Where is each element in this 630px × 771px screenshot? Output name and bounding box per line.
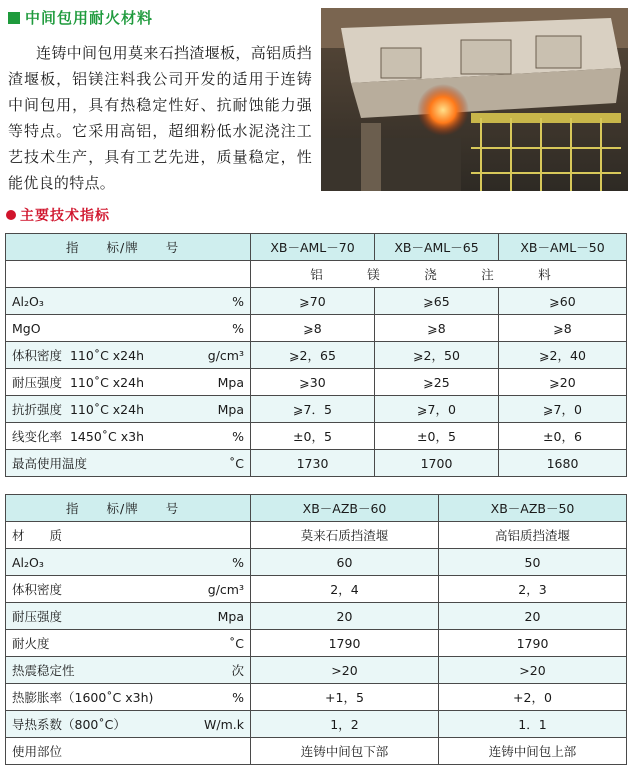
slag-dam-table [5,494,627,765]
column-header: XB－AZB－60 [251,495,439,522]
value-cell: ⩾2，50 [375,342,499,369]
value-cell: ±0，5 [251,423,375,450]
value-cell: 连铸中间包上部 [439,738,627,765]
table-row [6,522,627,549]
value-cell: ±0，6 [499,423,627,450]
value-cell: >20 [439,657,627,684]
table-row [6,423,627,450]
intro-paragraph: 连铸中间包用莫来石挡渣堰板，高铝质挡渣堰板，铝镁注料我公司开发的适用于连铸中间包用，具有热稳定性好、抗耐蚀能力强等特点。它采用高铝，超细粉低水泥浇注工艺技术生产，具有工艺先进，质量稳定，性能优良的特点。 [8,44,312,192]
property-unit: 次 [231,663,244,678]
property-name: 材 质 [12,528,63,543]
property-name: 最高使用温度 [12,456,88,471]
value-cell: 连铸中间包下部 [251,738,439,765]
subsection-title: 主要技术指标 [20,208,110,224]
property-unit: Mpa [217,374,244,390]
table-row [6,549,627,576]
value-cell: ⩾7．5 [251,396,375,423]
value-cell: 1790 [251,630,439,657]
property-name: Al₂O₃ [12,293,44,309]
value-cell: 1700 [375,450,499,477]
test-condition: 110˚C x24h [69,375,145,390]
column-header: XB－AML－50 [499,234,627,261]
table-row [6,315,627,342]
table-row [6,288,627,315]
value-cell: ⩾8 [499,315,627,342]
property-unit: ˚C [229,455,244,471]
table-header-row [6,234,627,261]
property-name: MgO [12,320,41,336]
property-unit: ˚C [229,635,244,651]
material-name: 铝 镁 浇 注 料 [251,261,627,288]
blank-cell [6,261,251,288]
value-cell: 1，2 [251,711,439,738]
property-name: 热膨胀率（1600˚C x3h) [12,690,154,705]
property-unit: % [232,320,244,336]
column-header: XB－AZB－50 [439,495,627,522]
value-cell: +2，0 [439,684,627,711]
property-name: 抗折强度 [12,402,63,417]
property-unit: W/m.k [204,716,244,732]
table-row [6,603,627,630]
property-name: 热震稳定性 [12,663,75,678]
value-cell: +1，5 [251,684,439,711]
value-cell: 1790 [439,630,627,657]
property-name: 耐压强度 [12,609,63,624]
value-cell: ⩾7，0 [499,396,627,423]
value-cell: ⩾8 [251,315,375,342]
value-cell: ±0，5 [375,423,499,450]
tundish-photo [321,8,628,191]
value-cell: ⩾8 [375,315,499,342]
table-row [6,450,627,477]
value-cell: 50 [439,549,627,576]
value-cell: ⩾70 [251,288,375,315]
column-header: XB－AML－70 [251,234,375,261]
header-label: 指 标/牌 号 [6,234,251,261]
property-unit: g/cm³ [207,347,244,363]
table-row [6,738,627,765]
table-row [6,711,627,738]
property-unit: % [232,428,244,444]
property-name: 导热系数（800˚C） [12,717,126,732]
value-cell: ⩾2，65 [251,342,375,369]
subsection-heading [6,205,110,225]
value-cell: ⩾2，40 [499,342,627,369]
property-unit: % [232,293,244,309]
section-title [8,7,153,28]
green-square-icon [8,12,20,24]
table-row [6,657,627,684]
table-row [6,630,627,657]
value-cell: >20 [251,657,439,684]
property-name: 耐火度 [12,636,50,651]
property-unit: Mpa [217,401,244,417]
value-cell: ⩾65 [375,288,499,315]
table-row [6,342,627,369]
table-row [6,396,627,423]
aluminum-magnesium-castable-table [5,233,627,477]
table-row [6,369,627,396]
value-cell: 20 [439,603,627,630]
property-unit: % [232,554,244,570]
value-cell: 莫来石质挡渣堰 [251,522,439,549]
value-cell: ⩾30 [251,369,375,396]
red-dot-icon [6,210,16,220]
value-cell: 高铝质挡渣堰 [439,522,627,549]
value-cell: ⩾20 [499,369,627,396]
table-row [6,684,627,711]
value-cell: 1680 [499,450,627,477]
value-cell: ⩾60 [499,288,627,315]
property-name: 使用部位 [12,744,63,759]
property-name: 体积密度 [12,582,63,597]
table-header-row [6,495,627,522]
value-cell: 60 [251,549,439,576]
value-cell: 2，4 [251,576,439,603]
material-row [6,261,627,288]
property-name: Al₂O₃ [12,554,44,570]
property-unit: % [232,689,244,705]
property-unit: Mpa [217,608,244,624]
property-name: 体积密度 [12,348,63,363]
value-cell: ⩾7，0 [375,396,499,423]
value-cell: 1．1 [439,711,627,738]
value-cell: ⩾25 [375,369,499,396]
value-cell: 20 [251,603,439,630]
property-unit: g/cm³ [207,581,244,597]
header-label: 指 标/牌 号 [6,495,251,522]
value-cell: 1730 [251,450,375,477]
property-name: 线变化率 [12,429,63,444]
test-condition: 1450˚C x3h [69,429,145,444]
table-row [6,576,627,603]
test-condition: 110˚C x24h [69,402,145,417]
title-text: 中间包用耐火材料 [25,9,154,27]
value-cell: 2，3 [439,576,627,603]
column-header: XB－AML－65 [375,234,499,261]
test-condition: 110˚C x24h [69,348,145,363]
property-name: 耐压强度 [12,375,63,390]
